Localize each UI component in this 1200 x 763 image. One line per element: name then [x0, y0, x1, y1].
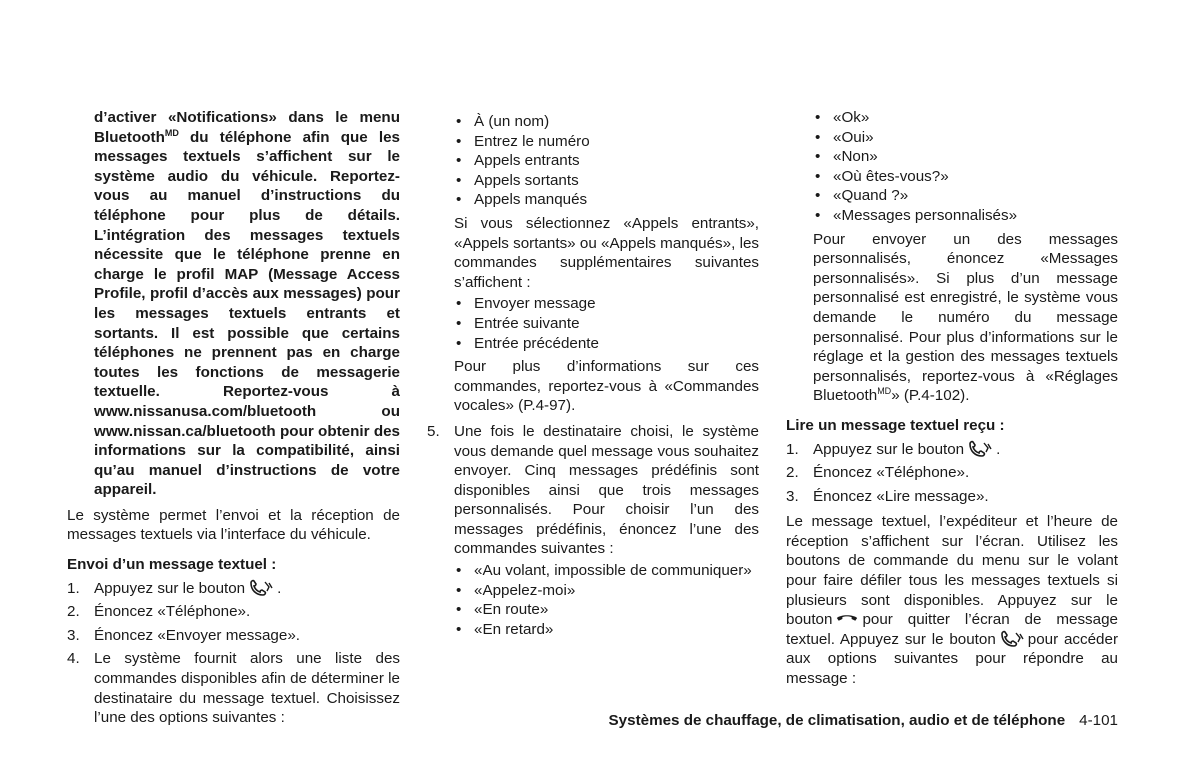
predefined-messages-continued: [813, 108, 1118, 226]
phone-talk-icon: [999, 630, 1025, 647]
phone-talk-icon: [248, 579, 274, 596]
column-1: [67, 108, 400, 728]
bluetooth-note: d’activer «Notifications» dans le menu Bluetooth$^{MD}$ du téléphone afin que les messages textuels s’affichent sur le système audio du véhicule. Reportez-vous au manuel d’instructions du téléphone pour plus de détails. L’intégration des messages textuels nécessite que le téléphone prenne en charge le profil MAP (Message Access Profile, profil d’accès aux messages) pour les messages textuels entrants et sortants. Il est possible que certains téléphones ne prennent pas en charge toutes les fonctions de messagerie textuelle. Reportez-vous à www.nissanusa.com/bluetooth ou www.nissan.ca/bluetooth pour obtenir des informations sur la compatibilité, ainsi qu’au manuel d’instructions de votre appareil.: [94, 109, 400, 499]
list-item: • Appels manqués: [454, 190, 759, 210]
list-item: • «Où êtes-vous?»: [813, 167, 1118, 187]
send-step-4: 4. Le système fournit alors une liste des commandes disponibles afin de déterminer le destinataire du message textuel. Choisissez l’une des options suivantes :: [67, 650, 400, 727]
list-item: • «Non»: [813, 147, 1118, 167]
list-item: • Entrée suivante: [454, 314, 759, 334]
additional-commands: [454, 294, 759, 353]
list-item: • «Appelez-moi»: [454, 581, 759, 601]
more-info-paragraph: Pour plus d’informations sur ces commandes, reportez-vous à «Commandes vocales» (P.4-97).: [454, 358, 759, 415]
list-item: • «Messages personnalisés»: [813, 206, 1118, 226]
read-step-3: 3. Énoncez «Lire message».: [786, 487, 989, 505]
predefined-messages: [454, 561, 759, 639]
send-steps: [67, 579, 400, 728]
read-steps: [786, 440, 1118, 507]
list-item: • Appels sortants: [454, 171, 759, 191]
read-step-2: 2. Énoncez «Téléphone».: [786, 464, 970, 482]
list-item: • «Au volant, impossible de communiquer»: [454, 561, 759, 581]
custom-messages-paragraph: Pour envoyer un des messages personnalisés, énoncez «Messages personnalisés». Si plus d’un message personnalisé est enregistré, le système vous demande le numéro du message personnalisé. Pour plus d’informations sur le réglage et la gestion des messages textuels personnalisés, reportez-vous à «Réglages Bluetooth$^{MD}$» (P.4-102).: [813, 230, 1118, 405]
intro-paragraph: Le système permet l’envoi et la réception de messages textuels via l’interface du véhicule.: [67, 506, 400, 544]
step-5-continued: [813, 108, 1118, 406]
column-3: [786, 108, 1118, 689]
page-footer: [609, 711, 1118, 731]
send-heading: Envoi d’un message textuel :: [67, 556, 277, 574]
list-item: • Envoyer message: [454, 294, 759, 314]
list-item: • «En route»: [454, 600, 759, 620]
recipient-options: [454, 112, 759, 210]
list-item: • Entrez le numéro: [454, 132, 759, 152]
send-steps-continued: [427, 422, 759, 640]
step-4-continued: [454, 112, 759, 416]
read-message-paragraph: Le message textuel, l’expéditeur et l’heure de réception s’affichent sur l’écran. Utilisez les boutons de commande du menu sur le volant pour faire défiler tous les messages textuels si plusieurs sont disponibles. Appuyez sur le bouton pour quitter l’écran de message textuel. Appuyez sur le bouton pour accéder aux options suivantes pour répondre au message :: [786, 513, 1119, 688]
list-item: • Entrée précédente: [454, 334, 759, 354]
list-item: • «En retard»: [454, 620, 759, 640]
read-step-1: 1. Appuyez sur le bouton .: [786, 440, 1001, 458]
list-item: • «Oui»: [813, 128, 1118, 148]
send-step-5: 5. Une fois le destinataire choisi, le système vous demande quel message vous souhaitez envoyer. Cinq messages prédéfinis sont disponibles ainsi que trois messages personnalisés. Pour choisir l’un des messages prédéfinis, énoncez l’une des commandes suivantes : • «Au volant, impossible de communiquer» • «Appelez-moi» • «En route» • «En retard»: [427, 422, 759, 640]
list-item: • «Ok»: [813, 108, 1118, 128]
page-number: 4-101: [1079, 712, 1118, 729]
footer-title: Systèmes de chauffage, de climatisation, audio et de téléphone: [608, 712, 1066, 729]
phone-hangup-icon: [835, 610, 859, 627]
followup-paragraph: Si vous sélectionnez «Appels entrants», «Appels sortants» ou «Appels manqués», les commandes supplémentaires suivantes s’affichent :: [454, 214, 759, 291]
column-2: [427, 108, 759, 639]
send-step-1: 1. Appuyez sur le bouton .: [67, 579, 282, 597]
list-item: • Appels entrants: [454, 151, 759, 171]
send-step-2: 2. Énoncez «Téléphone».: [67, 603, 251, 621]
phone-talk-icon: [967, 440, 993, 457]
list-item: • À (un nom): [454, 112, 759, 132]
read-heading: Lire un message textuel reçu :: [786, 416, 1005, 434]
list-item: • «Quand ?»: [813, 186, 1118, 206]
send-step-3: 3. Énoncez «Envoyer message».: [67, 626, 300, 644]
